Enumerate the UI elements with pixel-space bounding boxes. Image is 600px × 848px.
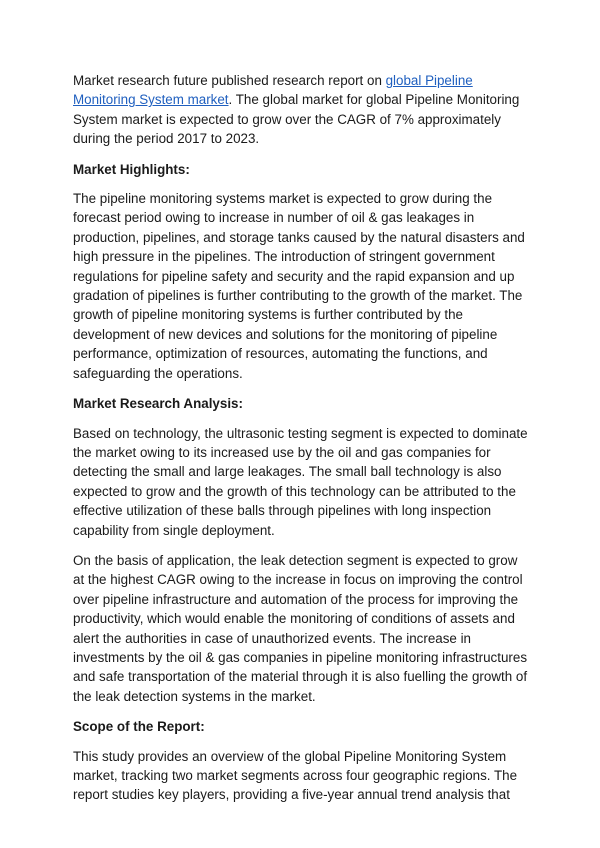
analysis-paragraph-technology: Based on technology, the ultrasonic testing segment is expected to dominate the market owing to its increased use by the oil and gas companies for detecting the small and large leakages. The small ball technology is also expected to grow and the growth of this technology can be attributed to the effective utilization of these balls through pipelines with long inspection capability from single deployment. [73, 425, 528, 538]
section-heading-scope: Scope of the Report: [73, 719, 205, 735]
scope-paragraph: This study provides an overview of the global Pipeline Monitoring System market, tracking two market segments across four geographic regions. The report studies key players, providing a five-year annual trend analysis that [73, 748, 518, 803]
market-report-link[interactable]: global Pipeline Monitoring System market [73, 73, 473, 108]
intro-paragraph [73, 71, 532, 149]
intro-text-before: Market research future published research report on [73, 73, 386, 88]
intro-text-after: . The global market for global Pipeline Monitoring System market is expected to grow over the CAGR of 7% approximately during the period 2017 to 2023. [73, 92, 520, 147]
section-heading-analysis: Market Research Analysis: [73, 396, 243, 412]
highlights-paragraph: The pipeline monitoring systems market is expected to grow during the forecast period owing to increase in number of oil & gas leakages in production, pipelines, and storage tanks caused by the natural disasters and high pressure in the pipelines. The introduction of stringent government regulations for pipeline safety and security and the rapid expansion and up gradation of pipelines is further contributing to the growth of the market. The growth of pipeline monitoring systems is further contributed by the development of new devices and solutions for the monitoring of pipeline performance, optimization of resources, automating the functions, and safeguarding the operations. [73, 191, 525, 381]
analysis-paragraph-application: On the basis of application, the leak detection segment is expected to grow at the highest CAGR owing to the increase in focus on improving the control over pipeline infrastructure and automation of the process for improving the productivity, which would enable the monitoring of conditions of assets and alert the authorities in case of unauthorized events. The increase in investments by the oil & gas companies in pipeline monitoring infrastructures and safe transportation of the material through it is also fuelling the growth of the leak detection systems in the market. [73, 552, 528, 704]
section-heading-highlights: Market Highlights: [73, 161, 190, 177]
